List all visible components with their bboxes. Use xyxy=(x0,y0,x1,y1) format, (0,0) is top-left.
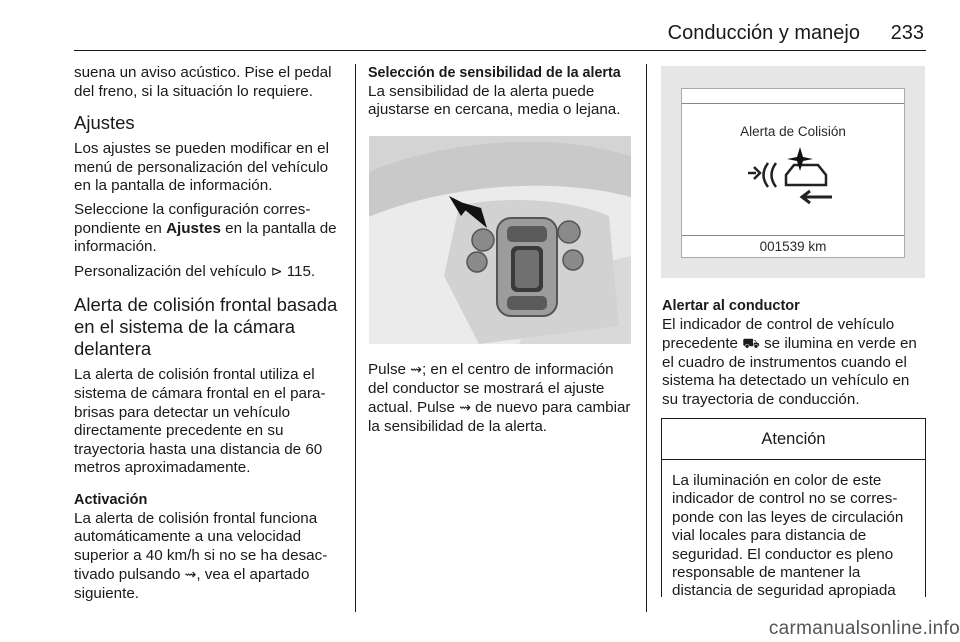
display-odometer: 001539 km xyxy=(759,239,827,254)
header-rule xyxy=(74,50,926,51)
paragraph-aviso: suena un aviso acústico. Pise el pedal del freno, si la situación lo requiere. xyxy=(74,64,332,100)
paragraph-alerta: La alerta de colisión frontal utiliza el sistema de cámara frontal en el para- brisas para detectar un vehículo directamente precedente en su trayectoria hasta una distancia de 60 metros aproximadamente. xyxy=(74,366,326,477)
steering-wheel-image xyxy=(369,136,631,344)
heading-alertar-conductor: Alertar al conductor xyxy=(662,298,800,314)
paragraph-ajustes: Los ajustes se pueden modificar en el menú de personalización del vehículo en la pantalla de información. xyxy=(74,140,329,195)
steering-wheel-illustration xyxy=(369,136,631,344)
paragraph-pulse: Pulse ⇝; en el centro de información del conductor se mostrará el ajuste actual. Pulse ⇝ de nuevo para cambiar la sensibilidad de la alerta. xyxy=(368,361,631,435)
column-divider-left xyxy=(355,64,356,612)
attention-body: La iluminación en color de este indicador de control no se corres- ponde con las leyes de circulación vial locales para distancia de seguridad. El conductor es pleno responsable de mantener la distancia de seguridad apropiada xyxy=(672,472,904,600)
paragraph-activacion: La alerta de colisión frontal funciona automáticamente a una velocidad superior a 40 km/h si no se ha desac- tivado pulsando ⇝, vea el apartado siguiente. xyxy=(74,509,328,602)
page-number: 233 xyxy=(890,22,924,44)
attention-title: Atención xyxy=(662,419,925,460)
heading-ajustes: Ajustes xyxy=(74,112,135,134)
sensitivity-button-icon: ⇝ xyxy=(184,566,197,583)
display-screen xyxy=(681,88,905,258)
sensitivity-button-icon: ⇝ xyxy=(410,361,422,377)
attention-box xyxy=(661,418,926,600)
column-1 xyxy=(74,64,346,608)
running-header-title: Conducción y manejo xyxy=(667,22,860,44)
column-2-lower xyxy=(368,360,636,441)
instrument-display-image xyxy=(661,66,925,278)
heading-sensibilidad: Selección de sensibilidad de la alerta xyxy=(368,65,621,81)
paragraph-sensibilidad: La sensibilidad de la alerta puede ajustarse en cercana, media o lejana. xyxy=(368,82,621,119)
sensitivity-button-icon: ⇝ xyxy=(459,399,471,416)
column-3 xyxy=(662,297,926,415)
watermark: carmanualsonline.info xyxy=(768,618,960,639)
display-title: Alerta de Colisión xyxy=(740,124,846,139)
paragraph-seleccione: Seleccione la configuración corres- pondiente en Ajustes en la pantalla de información. xyxy=(74,200,337,256)
heading-activacion: Activación xyxy=(74,491,148,508)
paragraph-indicador: El indicador de control de vehículo precedente ⛟ se ilumina en verde en el cuadro de instrumentos cuando el sistema ha detectado un vehículo en su trayectoria de conducción. xyxy=(662,315,917,408)
collision-warning-icon xyxy=(744,145,844,205)
car-front-icon: ⛟ xyxy=(742,335,760,352)
page-reference[interactable]: 115. xyxy=(286,262,316,280)
page-reference-icon: ⊳ xyxy=(270,262,283,279)
heading-alerta-colision: Alerta de colisión frontal basada en el sistema de la cámara delantera xyxy=(74,294,338,360)
column-2 xyxy=(368,64,636,125)
term-ajustes: Ajustes xyxy=(166,219,221,237)
paragraph-personalizacion: Personalización del vehículo ⊳ 115. xyxy=(74,262,316,280)
column-divider-right xyxy=(646,64,647,612)
